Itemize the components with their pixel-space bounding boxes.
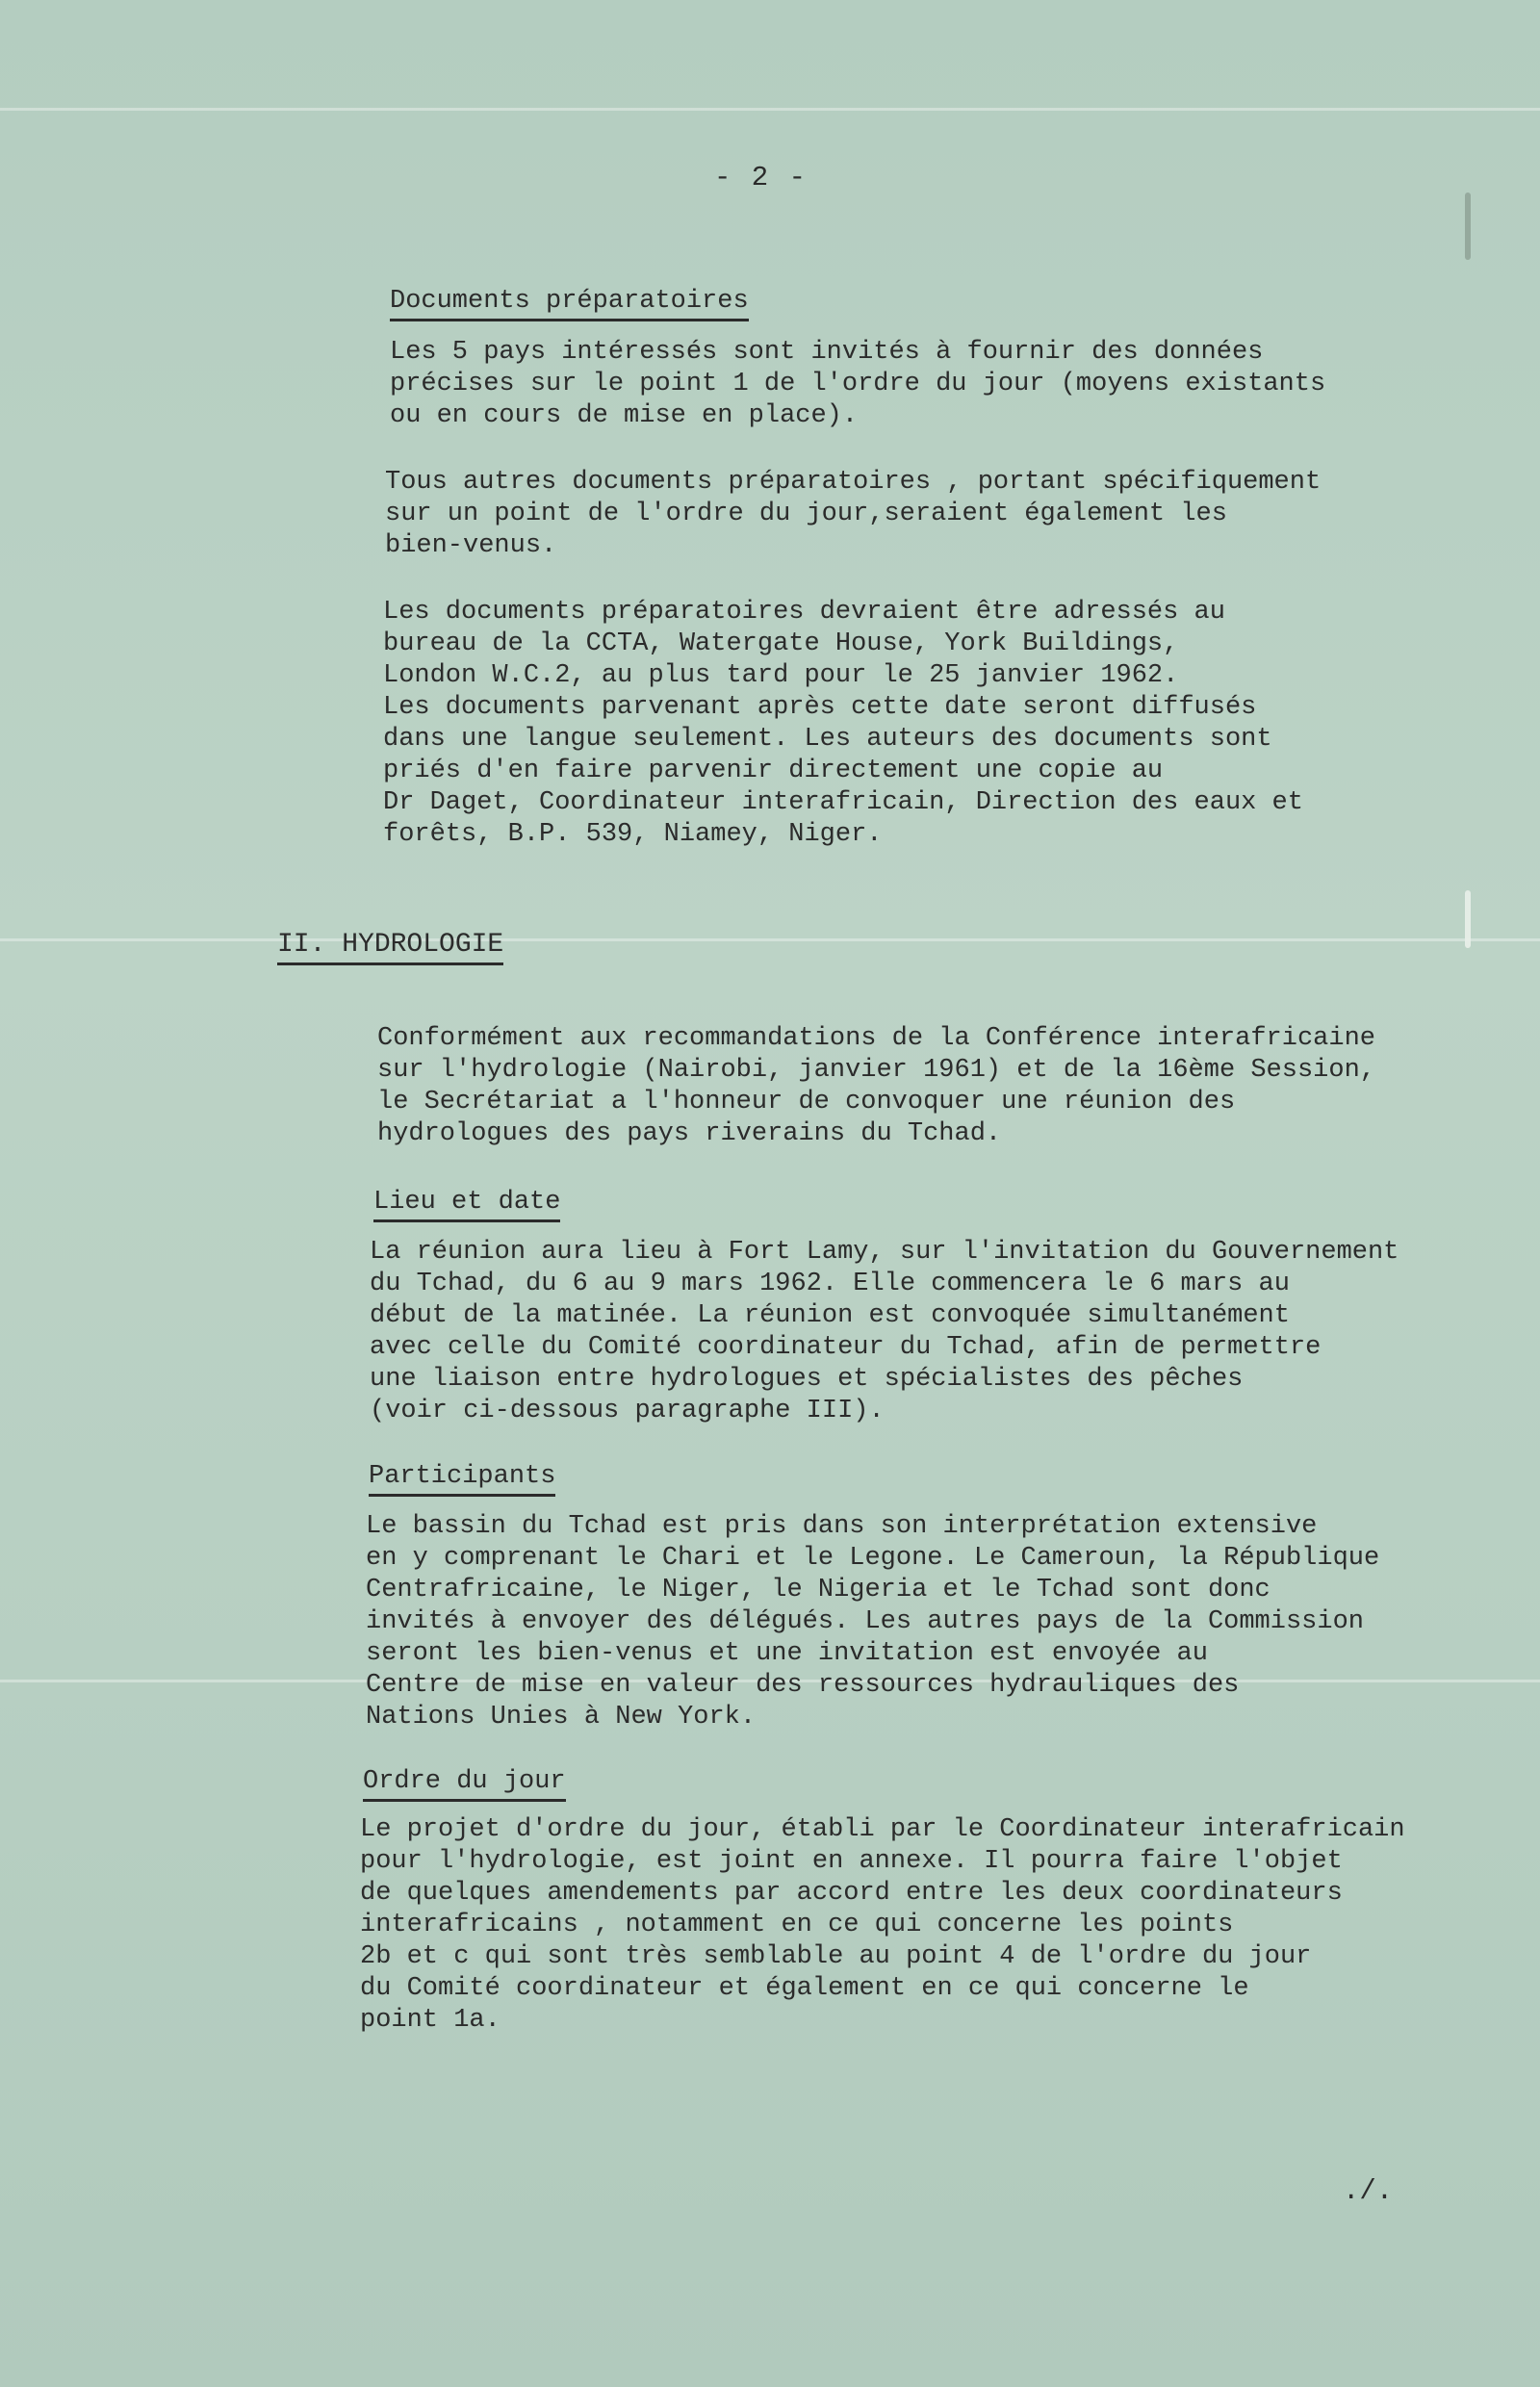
paragraph-participants: Le bassin du Tchad est pris dans son interprétation extensive en y comprenant le Chari et le Legone. Le Cameroun, la République Centrafricaine, le Niger, le Nigeria et le Tchad sont donc invités à envoyer des délégués. Les autres pays de la Commission seront les bien-venus et une invitation est envoyée au Centre de mise en valeur des ressources hydrauliques des Nations Unies à New York. [366,1512,1380,1732]
page-number: - 2 - [714,162,808,193]
paragraph-hydrologie-intro: Conformément aux recommandations de la Conférence interafricaine sur l'hydrologie (Nairobi, janvier 1961) et de la 16ème Session, le Secrétariat a l'honneur de convoquer une réunion des hydrologues des pays riverains du Tchad. [377,1024,1375,1148]
heading-lieu-et-date: Lieu et date [373,1186,560,1222]
paragraph-envoi-documents: Les documents préparatoires devraient être adressés au bureau de la CCTA, Watergate House, York Buildings, London W.C.2, au plus tard pour le 25 janvier 1962. Les documents parvenant après cette date seront diffusés dans une langue seulement. Les auteurs des documents sont priés d'en faire parvenir directement une copie au Dr Daget, Coordinateur interafricain, Direction des eaux et forêts, B.P. 539, Niamey, Niger. [383,598,1303,849]
staple-mark [1465,192,1471,260]
paper-fold [0,108,1540,111]
heading-participants: Participants [369,1460,555,1497]
heading-documents-preparatoires: Documents préparatoires [390,285,749,321]
paragraph-autres-documents: Tous autres documents préparatoires , portant spécifiquement sur un point de l'ordre du jour,seraient également les bien-venus. [385,468,1322,560]
paragraph-lieu-et-date: La réunion aura lieu à Fort Lamy, sur l'invitation du Gouvernement du Tchad, du 6 au 9 mars 1962. Elle commencera le 6 mars au début de la matinée. La réunion est convoquée simultanément avec celle du Comité coordinateur du Tchad, afin de permettre une liaison entre hydrologues et spécialistes des pêches (voir ci-dessous paragraphe III). [370,1238,1399,1425]
torn-paper-mark [1465,890,1471,948]
continued-mark: ./. [1343,2175,1394,2207]
heading-hydrologie: II. HYDROLOGIE [277,929,503,965]
paragraph-pays-interesses: Les 5 pays intéressés sont invités à fournir des données précises sur le point 1 de l'ordre du jour (moyens existants ou en cours de mise en place). [390,338,1326,430]
heading-ordre-du-jour: Ordre du jour [363,1765,566,1802]
paper-fold [0,938,1540,941]
paragraph-ordre-du-jour: Le projet d'ordre du jour, établi par le Coordinateur interafricain pour l'hydrologie, est joint en annexe. Il pourra faire l'objet de quelques amendements par accord entre les deux coordinateurs interafricains , notamment en ce qui concerne les points 2b et c qui sont très semblable au point 4 de l'ordre du jour du Comité coordinateur et également en ce qui concerne le point 1a. [360,1815,1405,2035]
